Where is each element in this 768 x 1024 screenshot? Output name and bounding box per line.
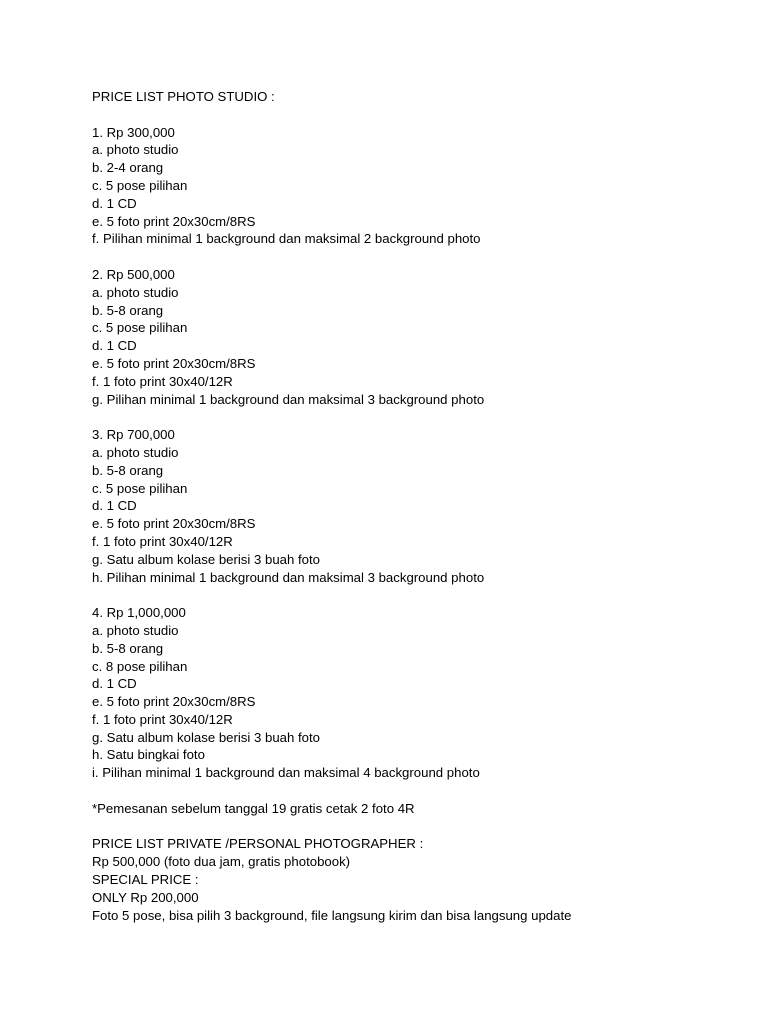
package-4-item: e. 5 foto print 20x30cm/8RS (92, 694, 256, 710)
package-3-item: e. 5 foto print 20x30cm/8RS (92, 516, 256, 532)
spacer (92, 586, 732, 604)
package-2-item: d. 1 CD (92, 338, 137, 354)
package-4-item: i. Pilihan minimal 1 background dan maksimal 4 background photo (92, 765, 480, 781)
special-price-description: Foto 5 pose, bisa pilih 3 background, file langsung kirim dan bisa langsung update (92, 907, 572, 923)
spacer (92, 782, 732, 800)
package-1-item: c. 5 pose pilihan (92, 177, 188, 193)
private-title: PRICE LIST PRIVATE /PERSONAL PHOTOGRAPHER : (92, 836, 424, 852)
spacer (92, 818, 732, 836)
package-2-item: g. Pilihan minimal 1 background dan maksimal 3 background photo (92, 391, 485, 407)
package-3-item: a. photo studio (92, 444, 179, 460)
package-3-heading: 3. Rp 700,000 (92, 427, 175, 443)
package-3-item: d. 1 CD (92, 498, 137, 514)
promo-note: *Pemesanan sebelum tanggal 19 gratis cetak 2 foto 4R (92, 800, 415, 816)
package-3-item: g. Satu album kolase berisi 3 buah foto (92, 551, 320, 567)
package-4-item: f. 1 foto print 30x40/12R (92, 711, 233, 727)
package-2-item: f. 1 foto print 30x40/12R (92, 373, 233, 389)
spacer (92, 106, 732, 124)
package-3-item: b. 5-8 orang (92, 462, 164, 478)
package-4-item: h. Satu bingkai foto (92, 747, 205, 763)
spacer (92, 408, 732, 426)
package-1-item: e. 5 foto print 20x30cm/8RS (92, 213, 256, 229)
package-3-item: f. 1 foto print 30x40/12R (92, 533, 233, 549)
package-2-item: c. 5 pose pilihan (92, 320, 188, 336)
document-content (92, 88, 732, 924)
package-4-heading: 4. Rp 1,000,000 (92, 605, 186, 621)
package-1-item: a. photo studio (92, 142, 179, 158)
package-1-heading: 1. Rp 300,000 (92, 124, 175, 140)
special-price-title: SPECIAL PRICE : (92, 872, 199, 888)
package-2-heading: 2. Rp 500,000 (92, 266, 175, 282)
package-2-item: e. 5 foto print 20x30cm/8RS (92, 355, 256, 371)
page-title: PRICE LIST PHOTO STUDIO : (92, 89, 275, 104)
package-2-item: b. 5-8 orang (92, 302, 164, 318)
package-4-item: c. 8 pose pilihan (92, 658, 188, 674)
package-1-item: f. Pilihan minimal 1 background dan maksimal 2 background photo (92, 231, 481, 247)
spacer (92, 248, 732, 266)
private-price: Rp 500,000 (foto dua jam, gratis photobook) (92, 854, 351, 870)
package-4-item: d. 1 CD (92, 676, 137, 692)
package-2-item: a. photo studio (92, 284, 179, 300)
package-1-item: b. 2-4 orang (92, 160, 164, 176)
special-price-value: ONLY Rp 200,000 (92, 889, 199, 905)
package-1-item: d. 1 CD (92, 195, 137, 211)
package-4-item: b. 5-8 orang (92, 640, 164, 656)
package-3-item: h. Pilihan minimal 1 background dan maksimal 3 background photo (92, 569, 485, 585)
package-3-item: c. 5 pose pilihan (92, 480, 188, 496)
package-4-item: g. Satu album kolase berisi 3 buah foto (92, 729, 320, 745)
package-4-item: a. photo studio (92, 622, 179, 638)
